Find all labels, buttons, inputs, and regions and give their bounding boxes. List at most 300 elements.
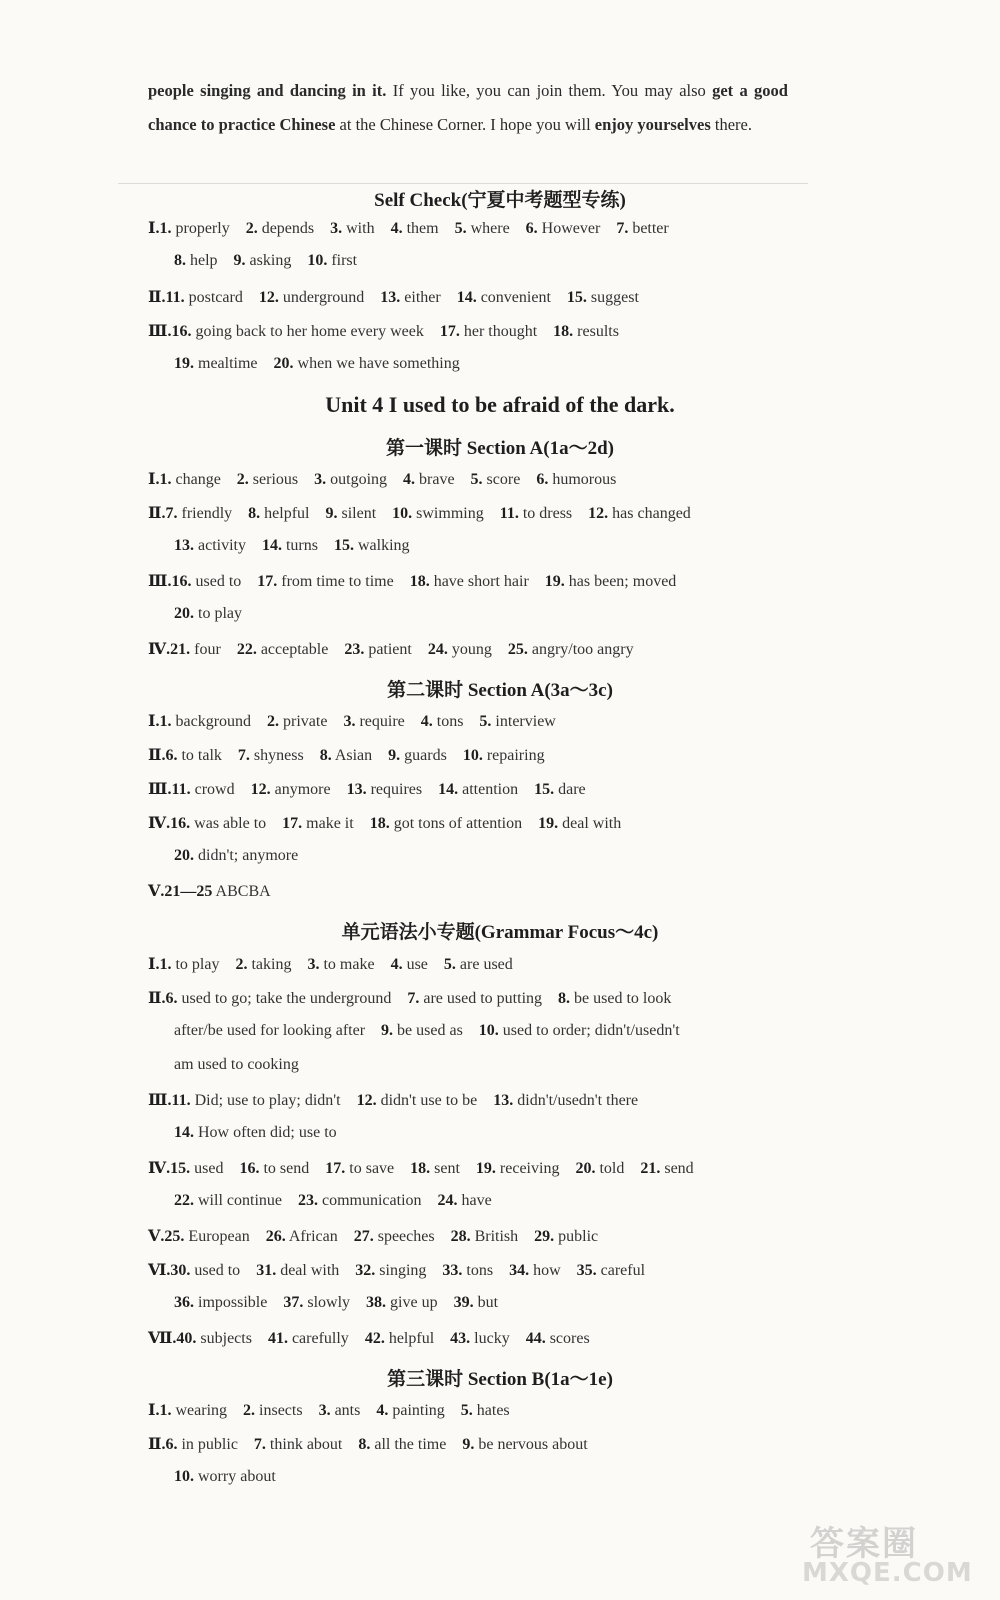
answer-item bbox=[174, 252, 218, 269]
answer-number: 19. bbox=[174, 355, 194, 372]
answer-number: 24. bbox=[437, 1192, 458, 1209]
answer-number: 23. bbox=[344, 641, 365, 658]
answer-text: acceptable bbox=[260, 641, 329, 658]
answer-number: 7. bbox=[407, 990, 420, 1007]
answer-number: 20. bbox=[174, 605, 194, 622]
answer-text: convenient bbox=[480, 289, 551, 306]
heading-self-check: Self Check(宁夏中考题型专练) bbox=[374, 190, 626, 211]
watermark-logo: 答案圈 bbox=[810, 1524, 918, 1564]
answer-number: Ⅴ.21—25 bbox=[148, 883, 213, 900]
answer-text: are used bbox=[459, 956, 513, 973]
answer-number: Ⅱ.7. bbox=[148, 505, 178, 522]
answer-text: score bbox=[486, 471, 521, 488]
answer-text: requires bbox=[370, 781, 423, 798]
answer-text: results bbox=[577, 323, 619, 340]
answer-text: interview bbox=[495, 713, 556, 730]
answer-item bbox=[298, 1192, 422, 1209]
answer-row bbox=[174, 1124, 353, 1142]
answer-text: How often did; use to bbox=[198, 1124, 337, 1141]
answer-item bbox=[307, 252, 357, 269]
answer-text: have bbox=[461, 1192, 492, 1209]
answer-number: 27. bbox=[353, 1228, 374, 1245]
answer-item bbox=[451, 1228, 519, 1245]
answer-item bbox=[274, 355, 460, 372]
answer-number: 8. bbox=[174, 252, 186, 269]
answer-number: Ⅱ.6. bbox=[148, 1436, 178, 1453]
answer-text: brave bbox=[419, 471, 455, 488]
watermark-url: MXQE.COM bbox=[802, 1558, 973, 1588]
answer-text: European bbox=[188, 1228, 250, 1245]
answer-text: got tons of attention bbox=[393, 815, 523, 832]
answer-number: 4. bbox=[420, 713, 433, 730]
answer-number: Ⅱ.6. bbox=[148, 990, 178, 1007]
answer-text: but bbox=[477, 1294, 499, 1311]
answer-number: 9. bbox=[388, 747, 401, 764]
answer-item bbox=[463, 747, 545, 764]
intro-paragraph bbox=[148, 74, 788, 142]
answer-item bbox=[282, 815, 354, 832]
answer-text: have short hair bbox=[433, 573, 529, 590]
answer-item bbox=[307, 956, 374, 973]
answer-text: tons bbox=[466, 1262, 494, 1279]
answer-text: singing bbox=[379, 1262, 427, 1279]
answer-text: require bbox=[359, 713, 405, 730]
answer-item bbox=[410, 573, 529, 590]
answer-number: 25. bbox=[507, 641, 528, 658]
answer-row bbox=[148, 1400, 526, 1420]
intro-segment: get a good chance to practice Chinese bbox=[148, 81, 788, 134]
answer-item bbox=[366, 1294, 438, 1311]
answer-text: used to bbox=[195, 573, 242, 590]
answer-text: receiving bbox=[499, 1160, 560, 1177]
answer-number: 13. bbox=[174, 537, 194, 554]
answer-item bbox=[442, 1262, 493, 1279]
answer-number: 18. bbox=[409, 573, 430, 590]
answer-item bbox=[355, 1262, 426, 1279]
answer-item bbox=[148, 1330, 252, 1347]
answer-text: scores bbox=[549, 1330, 590, 1347]
answer-item bbox=[538, 815, 621, 832]
answer-text: them bbox=[406, 220, 439, 237]
answer-item bbox=[558, 990, 671, 1007]
answer-text: crowd bbox=[194, 781, 235, 798]
answer-text: has changed bbox=[612, 505, 691, 522]
answer-number: 13. bbox=[493, 1092, 514, 1109]
answer-number: 28. bbox=[450, 1228, 471, 1245]
answer-text: patient bbox=[368, 641, 412, 658]
answer-item bbox=[262, 537, 318, 554]
answer-item bbox=[330, 220, 374, 237]
answer-number: 14. bbox=[456, 289, 477, 306]
answer-text: ABCBA bbox=[215, 883, 271, 900]
answer-text: first bbox=[331, 252, 358, 269]
heading-lesson-3: 第三课时 Section B(1a～1e) bbox=[387, 1369, 613, 1390]
answer-item bbox=[365, 1330, 434, 1347]
heading-grammar: 单元语法小专题(Grammar Focus～4c) bbox=[341, 922, 659, 943]
answer-text: after/be used for looking after bbox=[174, 1022, 366, 1039]
answer-text: four bbox=[194, 641, 221, 658]
intro-segment: there. bbox=[710, 115, 752, 134]
answer-number: 35. bbox=[576, 1262, 597, 1279]
answer-item bbox=[148, 220, 230, 237]
answer-text: African bbox=[288, 1228, 338, 1245]
answer-item bbox=[438, 1192, 492, 1209]
answer-item bbox=[148, 1092, 341, 1109]
answer-text: either bbox=[404, 289, 441, 306]
answer-number: 17. bbox=[325, 1160, 346, 1177]
answer-number: 5. bbox=[460, 1402, 473, 1419]
answer-item bbox=[493, 1092, 638, 1109]
answer-text: from time to time bbox=[281, 573, 394, 590]
answer-row bbox=[174, 1294, 514, 1312]
answer-text: deal with bbox=[280, 1262, 340, 1279]
answer-number: 22. bbox=[236, 641, 257, 658]
answer-item bbox=[148, 505, 232, 522]
answer-number: 38. bbox=[366, 1294, 387, 1311]
answer-text: However bbox=[541, 220, 601, 237]
answer-number: 3. bbox=[330, 220, 343, 237]
answer-number: Ⅰ.1. bbox=[148, 1402, 172, 1419]
answer-number: 17. bbox=[282, 815, 303, 832]
answer-row bbox=[148, 639, 650, 659]
answer-item bbox=[148, 713, 251, 730]
answer-item bbox=[148, 1160, 223, 1177]
answer-item bbox=[243, 1402, 303, 1419]
answer-item bbox=[391, 220, 439, 237]
answer-item bbox=[444, 956, 513, 973]
answer-number: 18. bbox=[410, 1160, 431, 1177]
answer-number: 11. bbox=[499, 505, 519, 522]
answer-number: 34. bbox=[509, 1262, 530, 1279]
answer-text: used to order; didn't/usedn't bbox=[502, 1022, 680, 1039]
answer-number: 18. bbox=[369, 815, 390, 832]
answer-number: 5. bbox=[454, 220, 467, 237]
answer-number: 8. bbox=[319, 747, 332, 764]
answer-item bbox=[526, 1330, 590, 1347]
answer-text: lucky bbox=[474, 1330, 510, 1347]
answer-item bbox=[259, 289, 364, 306]
answer-item bbox=[148, 573, 241, 590]
answer-number: 5. bbox=[470, 471, 483, 488]
answer-text: tons bbox=[436, 713, 464, 730]
answer-number: 17. bbox=[439, 323, 460, 340]
answer-number: 9. bbox=[325, 505, 338, 522]
answer-number: 4. bbox=[403, 471, 416, 488]
answer-text: mealtime bbox=[198, 355, 258, 372]
answer-row bbox=[148, 954, 529, 974]
answer-number: Ⅳ.15. bbox=[148, 1160, 191, 1177]
answer-text: when we have something bbox=[297, 355, 460, 372]
answer-text: used bbox=[194, 1160, 224, 1177]
answer-row bbox=[148, 218, 685, 238]
answer-text: to play bbox=[175, 956, 220, 973]
answer-text: Did; use to play; didn't bbox=[194, 1092, 341, 1109]
answer-item bbox=[266, 1228, 338, 1245]
answer-text: used to bbox=[194, 1262, 241, 1279]
answer-text: serious bbox=[252, 471, 299, 488]
answer-text: painting bbox=[392, 1402, 445, 1419]
answer-row bbox=[174, 1468, 292, 1486]
answer-item bbox=[148, 781, 235, 798]
answer-item bbox=[238, 747, 304, 764]
answer-item bbox=[575, 1160, 624, 1177]
answer-row bbox=[174, 1056, 315, 1074]
answer-text: think about bbox=[269, 1436, 343, 1453]
answer-item bbox=[438, 781, 518, 798]
answer-number: 37. bbox=[283, 1294, 304, 1311]
answer-item bbox=[239, 1160, 309, 1177]
answer-text: didn't/usedn't there bbox=[517, 1092, 639, 1109]
intro-segment: people singing and dancing in it. bbox=[148, 81, 387, 100]
answer-text: subjects bbox=[200, 1330, 252, 1347]
answer-number: 17. bbox=[257, 573, 278, 590]
heading-lesson-1: 第一课时 Section A(1a～2d) bbox=[385, 438, 614, 459]
answer-number: 3. bbox=[314, 471, 327, 488]
answer-item bbox=[358, 1436, 446, 1453]
answer-number: 29. bbox=[534, 1228, 555, 1245]
answer-number: 44. bbox=[525, 1330, 546, 1347]
answer-text: repairing bbox=[486, 747, 545, 764]
answer-text: be used to look bbox=[574, 990, 672, 1007]
answer-item bbox=[148, 956, 219, 973]
intro-segment: enjoy yourselves bbox=[594, 115, 711, 134]
answer-item bbox=[257, 573, 393, 590]
answer-item bbox=[370, 815, 522, 832]
answer-number: Ⅲ.16. bbox=[148, 573, 192, 590]
answer-item bbox=[344, 641, 412, 658]
answer-number: Ⅴ.25. bbox=[148, 1228, 185, 1245]
answer-number: 3. bbox=[343, 713, 356, 730]
answer-number: 4. bbox=[390, 956, 403, 973]
answer-row bbox=[148, 988, 687, 1008]
answer-number: 10. bbox=[174, 1468, 194, 1485]
answer-number: 6. bbox=[536, 471, 549, 488]
answer-item bbox=[235, 956, 291, 973]
answer-item bbox=[640, 1160, 693, 1177]
answer-item bbox=[407, 990, 542, 1007]
answer-text: to talk bbox=[181, 747, 222, 764]
answer-item bbox=[314, 471, 387, 488]
answer-number: 7. bbox=[237, 747, 250, 764]
answer-text: dare bbox=[558, 781, 586, 798]
answer-item bbox=[440, 323, 537, 340]
answer-item bbox=[251, 781, 331, 798]
answer-item bbox=[319, 1402, 361, 1419]
answer-text: swimming bbox=[416, 505, 484, 522]
answer-number: Ⅱ.6. bbox=[148, 747, 178, 764]
answer-number: Ⅶ.40. bbox=[148, 1330, 197, 1347]
answer-text: Asian bbox=[334, 747, 373, 764]
answer-text: are used to putting bbox=[423, 990, 543, 1007]
answer-text: turns bbox=[285, 537, 318, 554]
answer-number: 31. bbox=[256, 1262, 277, 1279]
answer-item bbox=[388, 747, 447, 764]
answer-item bbox=[320, 747, 372, 764]
answer-text: with bbox=[346, 220, 375, 237]
answer-number: 4. bbox=[376, 1402, 389, 1419]
answer-number: 9. bbox=[381, 1022, 394, 1039]
answer-item bbox=[457, 289, 551, 306]
answer-item bbox=[148, 289, 243, 306]
answer-item bbox=[509, 1262, 561, 1279]
answer-number: 22. bbox=[174, 1192, 194, 1209]
answer-text: hates bbox=[476, 1402, 510, 1419]
answer-text: deal with bbox=[562, 815, 622, 832]
answer-text: wearing bbox=[175, 1402, 228, 1419]
answer-item bbox=[381, 1022, 463, 1039]
answer-item bbox=[148, 641, 221, 658]
answer-text: be nervous about bbox=[478, 1436, 588, 1453]
answer-text: to save bbox=[349, 1160, 395, 1177]
answer-number: Ⅱ.11. bbox=[148, 289, 185, 306]
answer-item bbox=[376, 1402, 444, 1419]
answer-number: 10. bbox=[307, 252, 328, 269]
answer-item bbox=[577, 1262, 645, 1279]
answer-number: 3. bbox=[318, 1402, 331, 1419]
answer-item bbox=[343, 713, 404, 730]
answer-text: speeches bbox=[377, 1228, 435, 1245]
answer-item bbox=[536, 471, 616, 488]
answer-text: didn't; anymore bbox=[198, 847, 299, 864]
answer-text: will continue bbox=[198, 1192, 282, 1209]
answer-item bbox=[237, 471, 298, 488]
answer-text: be used as bbox=[397, 1022, 463, 1039]
answer-item bbox=[450, 1330, 510, 1347]
answer-row bbox=[148, 813, 637, 833]
answer-item bbox=[174, 1056, 299, 1073]
answer-number: 4. bbox=[390, 220, 403, 237]
answer-row bbox=[148, 1260, 661, 1280]
answer-item bbox=[254, 1436, 342, 1453]
answer-item bbox=[616, 220, 668, 237]
answer-number: 12. bbox=[250, 781, 271, 798]
answer-number: 2. bbox=[245, 220, 258, 237]
answer-item bbox=[534, 1228, 598, 1245]
answer-item bbox=[174, 847, 298, 864]
answer-number: 20. bbox=[174, 847, 194, 864]
answer-text: to make bbox=[323, 956, 375, 973]
answer-text: carefully bbox=[291, 1330, 349, 1347]
answer-number: 12. bbox=[588, 505, 609, 522]
answer-item bbox=[553, 323, 619, 340]
answer-item bbox=[391, 956, 428, 973]
answer-item bbox=[174, 605, 242, 622]
answer-text: private bbox=[283, 713, 328, 730]
answer-item bbox=[354, 1228, 435, 1245]
answer-item bbox=[334, 537, 410, 554]
answer-number: 20. bbox=[575, 1160, 596, 1177]
answer-row bbox=[148, 503, 707, 523]
answer-number: 10. bbox=[392, 505, 413, 522]
answer-item bbox=[148, 471, 221, 488]
answer-text: told bbox=[599, 1160, 625, 1177]
answer-number: 20. bbox=[273, 355, 294, 372]
answer-item bbox=[174, 1294, 267, 1311]
answer-number: Ⅳ.16. bbox=[148, 815, 191, 832]
answer-text: ants bbox=[334, 1402, 361, 1419]
answer-text: helpful bbox=[388, 1330, 435, 1347]
answer-text: taking bbox=[251, 956, 292, 973]
answer-row bbox=[174, 537, 426, 555]
answer-number: 19. bbox=[538, 815, 559, 832]
answer-number: 13. bbox=[380, 289, 401, 306]
divider bbox=[118, 183, 808, 184]
answer-row bbox=[148, 321, 635, 341]
heading-unit-4: Unit 4 I used to be afraid of the dark. bbox=[325, 392, 675, 417]
answer-number: 21. bbox=[640, 1160, 661, 1177]
answer-item bbox=[148, 883, 271, 900]
answer-text: properly bbox=[175, 220, 230, 237]
answer-number: 41. bbox=[267, 1330, 288, 1347]
answer-item bbox=[148, 1402, 227, 1419]
answer-item bbox=[471, 471, 521, 488]
answer-row bbox=[148, 571, 692, 591]
answer-text: communication bbox=[321, 1192, 422, 1209]
answer-item bbox=[237, 641, 329, 658]
answer-item bbox=[246, 220, 314, 237]
answer-row bbox=[148, 287, 655, 307]
answer-text: to dress bbox=[522, 505, 573, 522]
answer-number: 23. bbox=[297, 1192, 318, 1209]
answer-text: her thought bbox=[463, 323, 538, 340]
answer-item bbox=[403, 471, 455, 488]
answer-number: Ⅲ.16. bbox=[148, 323, 192, 340]
answer-number: 8. bbox=[558, 990, 571, 1007]
answer-item bbox=[380, 289, 440, 306]
answer-number: 15. bbox=[566, 289, 587, 306]
answer-number: 43. bbox=[450, 1330, 471, 1347]
answer-number: 32. bbox=[355, 1262, 376, 1279]
answer-text: going back to her home every week bbox=[195, 323, 424, 340]
answer-item bbox=[479, 713, 555, 730]
answer-number: 2. bbox=[243, 1402, 256, 1419]
answer-number: 16. bbox=[239, 1160, 260, 1177]
answer-row bbox=[148, 881, 287, 901]
answer-number: 10. bbox=[478, 1022, 499, 1039]
answer-number: 14. bbox=[261, 537, 282, 554]
answer-number: 18. bbox=[553, 323, 574, 340]
answer-item bbox=[148, 815, 266, 832]
answer-text: how bbox=[533, 1262, 561, 1279]
answer-row bbox=[174, 252, 373, 270]
answer-item bbox=[421, 713, 464, 730]
intro-segment: at the Chinese Corner. I hope you will bbox=[335, 115, 595, 134]
answer-text: depends bbox=[261, 220, 315, 237]
answer-item bbox=[174, 1022, 365, 1039]
answer-text: humorous bbox=[552, 471, 617, 488]
answer-number: 13. bbox=[346, 781, 367, 798]
answer-item bbox=[455, 220, 510, 237]
answer-row bbox=[174, 605, 258, 623]
answer-number: 12. bbox=[258, 289, 279, 306]
answer-item bbox=[174, 1192, 282, 1209]
answer-number: 39. bbox=[453, 1294, 474, 1311]
answer-text: worry about bbox=[198, 1468, 276, 1485]
answer-number: 42. bbox=[364, 1330, 385, 1347]
answer-item bbox=[479, 1022, 680, 1039]
answer-text: in public bbox=[181, 1436, 238, 1453]
answer-text: change bbox=[175, 471, 221, 488]
answer-number: 33. bbox=[442, 1262, 463, 1279]
answer-row bbox=[174, 1022, 696, 1040]
answer-item bbox=[267, 713, 327, 730]
answer-number: 19. bbox=[475, 1160, 496, 1177]
answer-item bbox=[526, 220, 601, 237]
answer-item bbox=[357, 1092, 478, 1109]
answer-text: angry/too angry bbox=[531, 641, 634, 658]
answer-item bbox=[347, 781, 423, 798]
answer-text: careful bbox=[600, 1262, 646, 1279]
